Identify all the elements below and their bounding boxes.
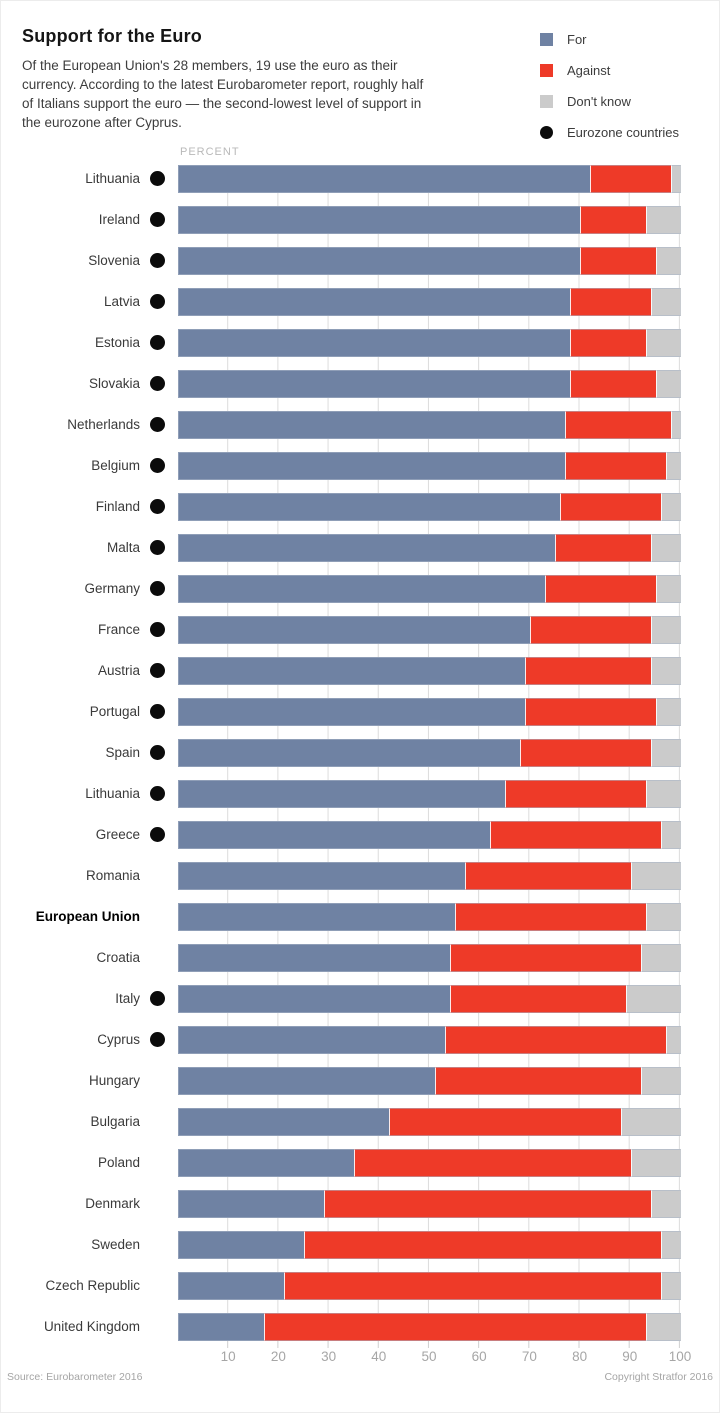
chart-row xyxy=(0,985,720,1013)
eurozone-dot xyxy=(150,171,165,186)
bar-segment-for xyxy=(178,411,565,439)
legend-item-dontknow xyxy=(540,86,679,117)
stacked-bar xyxy=(178,780,681,808)
stacked-bar xyxy=(178,493,681,521)
country-label: European Union xyxy=(35,909,140,924)
bar-segment-against xyxy=(525,657,651,685)
country-label: Spain xyxy=(105,745,140,760)
bar-segment-for xyxy=(178,206,580,234)
bar-segment-dontknow xyxy=(656,575,681,603)
stacked-bar xyxy=(178,616,681,644)
bar-segment-against xyxy=(555,534,651,562)
eurozone-dot xyxy=(150,991,165,1006)
against-swatch-icon xyxy=(540,64,553,77)
eurozone-dot xyxy=(150,540,165,555)
eurozone-dot xyxy=(150,417,165,432)
eurozone-dot xyxy=(150,294,165,309)
bar-chart xyxy=(0,165,720,1341)
x-axis-tick-label: 30 xyxy=(321,1349,337,1364)
eurozone-dot xyxy=(150,622,165,637)
country-label: Bulgaria xyxy=(90,1114,140,1129)
country-label: Netherlands xyxy=(67,417,140,432)
chart-row xyxy=(0,780,720,808)
stacked-bar xyxy=(178,1272,681,1300)
bar-segment-for xyxy=(178,247,580,275)
stacked-bar xyxy=(178,165,681,193)
chart-row xyxy=(0,698,720,726)
eurozone-dot xyxy=(150,499,165,514)
legend-item-against xyxy=(540,55,679,86)
chart-row xyxy=(0,575,720,603)
subtitle-line: of Italians support the euro — the second-lowest level of support in xyxy=(22,96,422,111)
legend-item-for xyxy=(540,24,679,55)
bar-segment-dontknow xyxy=(661,821,681,849)
bar-segment-against xyxy=(445,1026,666,1054)
bar-segment-dontknow xyxy=(651,616,681,644)
bar-segment-dontknow xyxy=(656,370,681,398)
bar-segment-against xyxy=(590,165,670,193)
legend-label: Don't know xyxy=(567,94,631,109)
chart-row xyxy=(0,493,720,521)
country-label: Portugal xyxy=(89,704,140,719)
eurozone-dot xyxy=(150,376,165,391)
chart-row xyxy=(0,616,720,644)
stacked-bar xyxy=(178,821,681,849)
stacked-bar xyxy=(178,903,681,931)
eurozone-dot xyxy=(150,827,165,842)
bar-segment-dontknow xyxy=(656,247,681,275)
legend-item-eurozone xyxy=(540,117,679,148)
dontknow-swatch-icon xyxy=(540,95,553,108)
bar-segment-for xyxy=(178,1190,324,1218)
bar-segment-for xyxy=(178,165,590,193)
chart-row xyxy=(0,247,720,275)
country-label: Malta xyxy=(106,540,140,555)
stacked-bar xyxy=(178,985,681,1013)
eurozone-dot xyxy=(150,1032,165,1047)
chart-row xyxy=(0,657,720,685)
x-axis-tick-label: 10 xyxy=(220,1349,236,1364)
bar-segment-for xyxy=(178,329,570,357)
bar-segment-for xyxy=(178,903,455,931)
bar-segment-against xyxy=(505,780,646,808)
country-label: Latvia xyxy=(103,294,140,309)
bar-segment-for xyxy=(178,616,530,644)
bar-segment-against xyxy=(354,1149,631,1177)
footer xyxy=(0,1371,720,1387)
bar-segment-dontknow xyxy=(646,1313,681,1341)
bar-segment-dontknow xyxy=(646,780,681,808)
country-label: Slovenia xyxy=(88,253,140,268)
legend xyxy=(540,24,679,148)
country-label: Croatia xyxy=(96,950,140,965)
chart-row xyxy=(0,903,720,931)
chart-row xyxy=(0,1067,720,1095)
country-label: Austria xyxy=(97,663,140,678)
country-label: Greece xyxy=(95,827,140,842)
source-note: Source: Eurobarometer 2016 xyxy=(7,1371,143,1383)
bar-segment-against xyxy=(450,985,626,1013)
country-label: Lithuania xyxy=(85,786,140,801)
bar-segment-for xyxy=(178,1231,304,1259)
bar-segment-dontknow xyxy=(671,165,681,193)
x-axis-tick-label: 60 xyxy=(471,1349,487,1364)
bar-segment-for xyxy=(178,534,555,562)
stacked-bar xyxy=(178,411,681,439)
chart-row xyxy=(0,1272,720,1300)
legend-label: Eurozone countries xyxy=(567,125,680,140)
bar-segment-dontknow xyxy=(646,903,681,931)
eurozone-dot xyxy=(150,458,165,473)
bar-segment-for xyxy=(178,944,450,972)
bar-segment-dontknow xyxy=(651,1190,681,1218)
bar-segment-dontknow xyxy=(656,698,681,726)
bar-segment-dontknow xyxy=(631,862,681,890)
bar-segment-dontknow xyxy=(646,206,681,234)
bar-segment-for xyxy=(178,493,560,521)
chart-row xyxy=(0,1190,720,1218)
bar-segment-for xyxy=(178,1108,389,1136)
chart-row xyxy=(0,165,720,193)
bar-segment-for xyxy=(178,1272,284,1300)
eurozone-dot xyxy=(150,335,165,350)
chart-subtitle xyxy=(22,56,423,132)
x-axis-tick-label: 40 xyxy=(371,1349,387,1364)
chart-row xyxy=(0,288,720,316)
x-axis-tick-label: 80 xyxy=(572,1349,588,1364)
bar-segment-dontknow xyxy=(651,739,681,767)
stacked-bar xyxy=(178,1108,681,1136)
bar-segment-against xyxy=(545,575,656,603)
x-axis-tick-label: 20 xyxy=(270,1349,286,1364)
subtitle-line: currency. According to the latest Eurobarometer report, roughly half xyxy=(22,77,424,92)
bar-segment-for xyxy=(178,780,505,808)
chart-row xyxy=(0,370,720,398)
stacked-bar xyxy=(178,862,681,890)
stacked-bar xyxy=(178,534,681,562)
axis-unit-label: PERCENT xyxy=(180,146,240,158)
bar-segment-for xyxy=(178,575,545,603)
eurozone-dot xyxy=(150,212,165,227)
bar-segment-against xyxy=(264,1313,646,1341)
bar-segment-against xyxy=(530,616,651,644)
chart-row xyxy=(0,821,720,849)
legend-label: For xyxy=(567,32,587,47)
country-label: Ireland xyxy=(98,212,140,227)
bar-segment-dontknow xyxy=(651,534,681,562)
bar-segment-against xyxy=(324,1190,651,1218)
chart-row xyxy=(0,739,720,767)
bar-segment-against xyxy=(570,288,650,316)
for-swatch-icon xyxy=(540,33,553,46)
chart-row xyxy=(0,862,720,890)
bar-segment-for xyxy=(178,739,520,767)
country-label: Romania xyxy=(85,868,140,883)
bar-segment-against xyxy=(580,206,645,234)
x-axis-tick-label: 50 xyxy=(421,1349,437,1364)
stacked-bar xyxy=(178,1231,681,1259)
eurozone-dot-icon xyxy=(540,126,553,139)
bar-segment-for xyxy=(178,821,490,849)
bar-segment-against xyxy=(570,370,656,398)
bar-segment-against xyxy=(525,698,656,726)
stacked-bar xyxy=(178,329,681,357)
eurozone-dot xyxy=(150,663,165,678)
bar-segment-against xyxy=(520,739,651,767)
bar-segment-dontknow xyxy=(661,493,681,521)
country-label: Cyprus xyxy=(97,1032,140,1047)
country-label: Denmark xyxy=(85,1196,140,1211)
bar-segment-dontknow xyxy=(626,985,681,1013)
bar-segment-against xyxy=(580,247,655,275)
country-label: Italy xyxy=(115,991,140,1006)
bar-segment-dontknow xyxy=(631,1149,681,1177)
chart-row xyxy=(0,1313,720,1341)
stacked-bar xyxy=(178,206,681,234)
subtitle-line: Of the European Union's 28 members, 19 use the euro as their xyxy=(22,58,398,73)
country-label: Sweden xyxy=(91,1237,140,1252)
eurozone-dot xyxy=(150,253,165,268)
bar-segment-dontknow xyxy=(651,657,681,685)
eurozone-dot xyxy=(150,704,165,719)
bar-segment-for xyxy=(178,1313,264,1341)
chart-row xyxy=(0,1149,720,1177)
bar-segment-for xyxy=(178,1149,354,1177)
chart-row xyxy=(0,534,720,562)
x-axis-labels xyxy=(178,1349,692,1367)
bar-segment-for xyxy=(178,452,565,480)
chart-row xyxy=(0,1108,720,1136)
stacked-bar xyxy=(178,247,681,275)
bar-segment-dontknow xyxy=(661,1272,681,1300)
chart-row xyxy=(0,329,720,357)
bar-segment-for xyxy=(178,862,465,890)
bar-segment-against xyxy=(304,1231,661,1259)
bar-segment-against xyxy=(389,1108,620,1136)
bar-segment-for xyxy=(178,657,525,685)
bar-segment-dontknow xyxy=(621,1108,681,1136)
bar-segment-against xyxy=(450,944,641,972)
bar-segment-against xyxy=(565,411,671,439)
x-axis-tick-label: 100 xyxy=(668,1349,692,1364)
chart-row xyxy=(0,452,720,480)
bar-segment-against xyxy=(490,821,661,849)
subtitle-line: the eurozone after Cyprus. xyxy=(22,115,182,130)
stacked-bar xyxy=(178,452,681,480)
stacked-bar xyxy=(178,288,681,316)
stacked-bar xyxy=(178,1313,681,1341)
bar-segment-dontknow xyxy=(651,288,681,316)
bar-segment-against xyxy=(465,862,631,890)
country-label: United Kingdom xyxy=(43,1319,140,1334)
country-label: Slovakia xyxy=(88,376,140,391)
bar-segment-for xyxy=(178,698,525,726)
bar-segment-dontknow xyxy=(661,1231,681,1259)
country-label: Germany xyxy=(84,581,140,596)
stacked-bar xyxy=(178,739,681,767)
bar-segment-for xyxy=(178,370,570,398)
chart-row xyxy=(0,206,720,234)
bar-segment-dontknow xyxy=(646,329,681,357)
bar-segment-against xyxy=(560,493,661,521)
stacked-bar xyxy=(178,1067,681,1095)
bar-segment-against xyxy=(570,329,645,357)
chart-title: Support for the Euro xyxy=(22,26,202,46)
country-label: Estonia xyxy=(94,335,140,350)
stacked-bar xyxy=(178,657,681,685)
bar-segment-against xyxy=(284,1272,661,1300)
bar-segment-against xyxy=(565,452,666,480)
x-axis-tick-label: 90 xyxy=(622,1349,638,1364)
country-label: France xyxy=(97,622,140,637)
country-label: Belgium xyxy=(91,458,140,473)
country-label: Poland xyxy=(97,1155,140,1170)
country-label: Czech Republic xyxy=(45,1278,140,1293)
stacked-bar xyxy=(178,370,681,398)
bar-segment-dontknow xyxy=(641,944,681,972)
eurozone-dot xyxy=(150,745,165,760)
bar-segment-dontknow xyxy=(671,411,681,439)
bar-segment-dontknow xyxy=(641,1067,681,1095)
stacked-bar xyxy=(178,1190,681,1218)
legend-label: Against xyxy=(567,63,611,78)
chart-row xyxy=(0,1026,720,1054)
chart-row xyxy=(0,411,720,439)
x-axis-tick-label: 70 xyxy=(521,1349,537,1364)
bar-segment-for xyxy=(178,1026,445,1054)
bar-segment-against xyxy=(455,903,646,931)
stacked-bar xyxy=(178,698,681,726)
bar-segment-for xyxy=(178,288,570,316)
country-label: Hungary xyxy=(88,1073,140,1088)
country-label: Lithuania xyxy=(85,171,140,186)
copyright-note: Copyright Stratfor 2016 xyxy=(604,1371,713,1383)
stacked-bar xyxy=(178,1026,681,1054)
eurozone-dot xyxy=(150,786,165,801)
stacked-bar xyxy=(178,1149,681,1177)
eurozone-dot xyxy=(150,581,165,596)
chart-row xyxy=(0,944,720,972)
x-axis-tickmarks xyxy=(178,1341,681,1348)
bar-segment-against xyxy=(435,1067,641,1095)
bar-segment-dontknow xyxy=(666,452,681,480)
country-label: Finland xyxy=(95,499,140,514)
chart-row xyxy=(0,1231,720,1259)
bar-segment-for xyxy=(178,985,450,1013)
bar-segment-for xyxy=(178,1067,435,1095)
bar-segment-dontknow xyxy=(666,1026,681,1054)
stacked-bar xyxy=(178,575,681,603)
stacked-bar xyxy=(178,944,681,972)
